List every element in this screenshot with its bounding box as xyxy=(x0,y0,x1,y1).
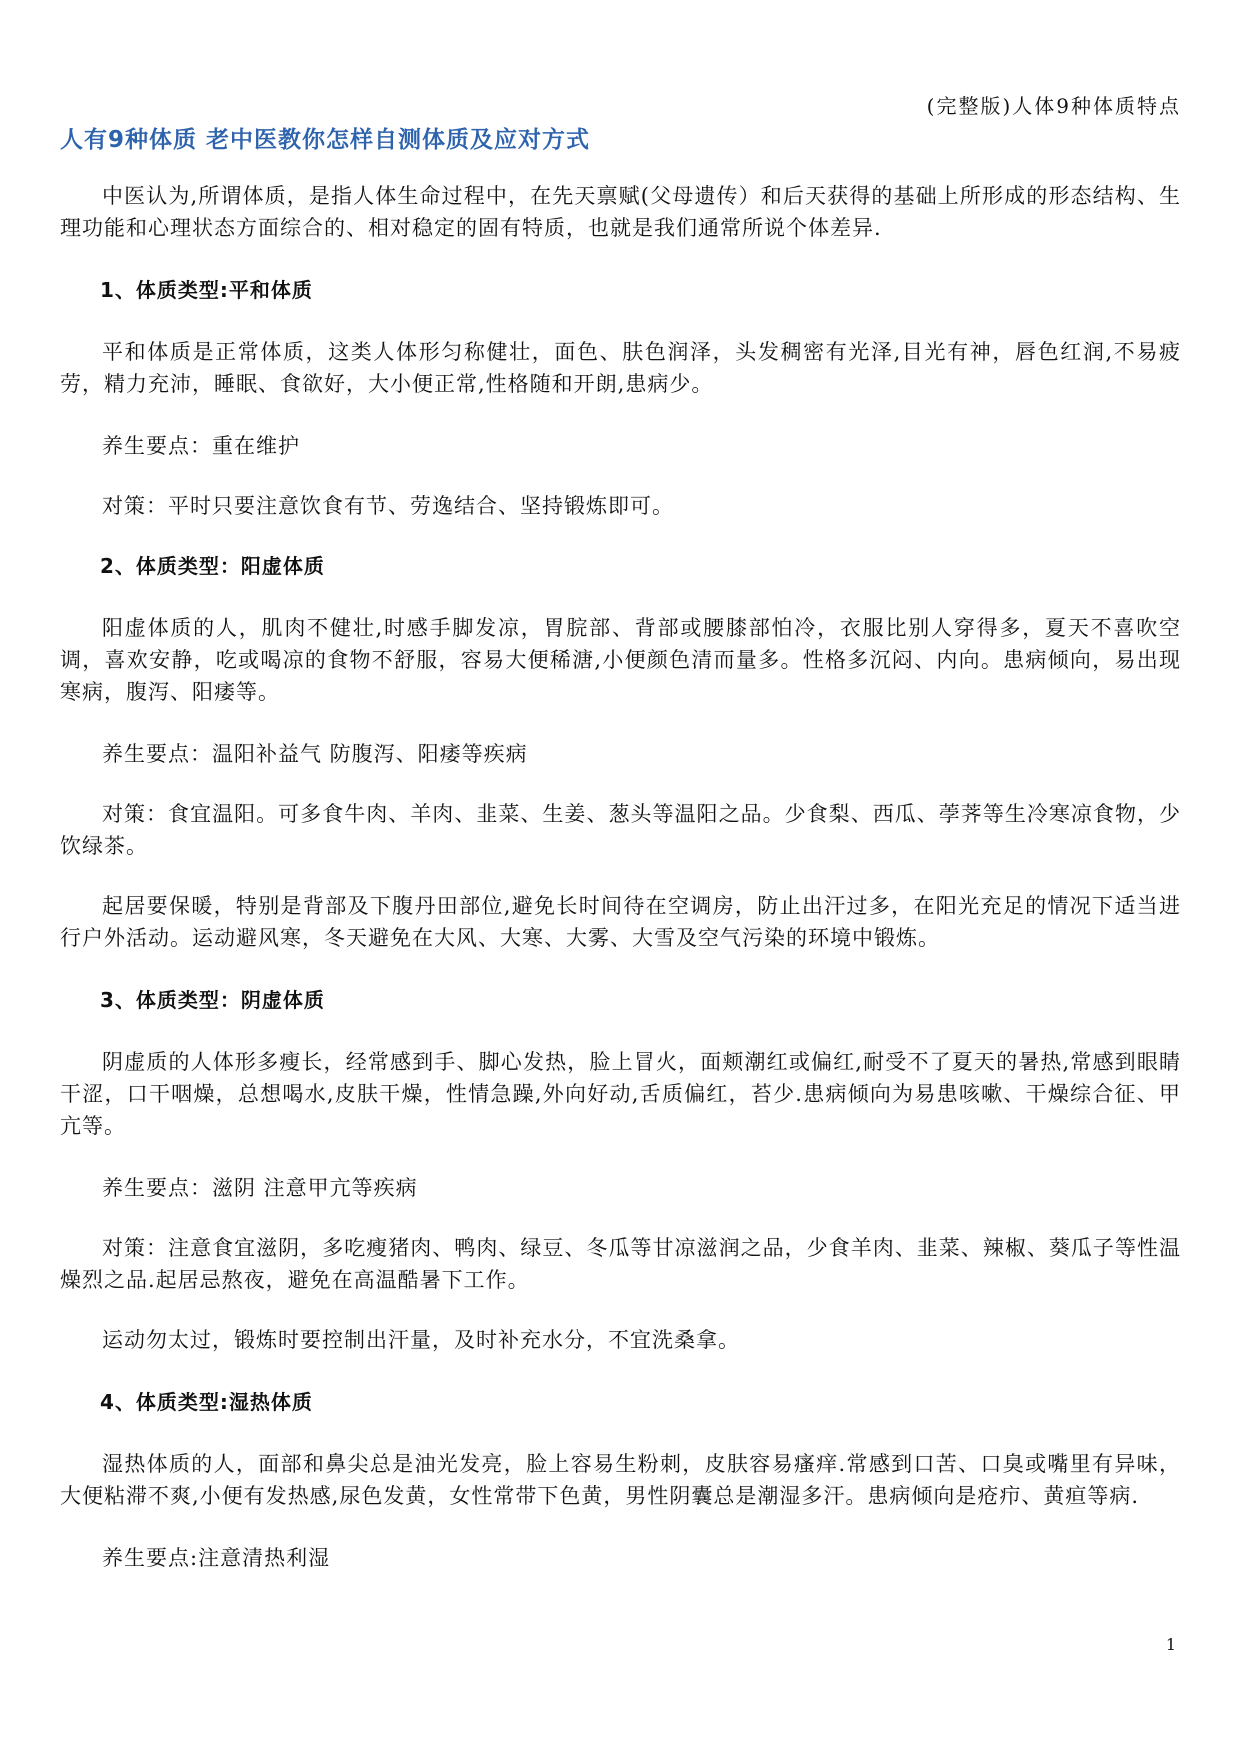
section-4-health-point: 养生要点:注意清热利湿 xyxy=(102,1546,331,1570)
document-title: 人有9种体质 老中医教你怎样自测体质及应对方式 xyxy=(60,127,591,153)
page-number: 1 xyxy=(1165,1635,1176,1654)
section-heading-3: 3、体质类型：阴虚体质 xyxy=(100,988,325,1012)
intro-paragraph: 中医认为,所谓体质，是指人体生命过程中，在先天禀赋(父母遗传）和后天获得的基础上所形成的形态结构、生理功能和心理状态方面综合的、相对稳定的固有特质，也就是我们通常所说个体差异. xyxy=(60,184,1181,240)
section-4-description: 湿热体质的人，面部和鼻尖总是油光发亮，脸上容易生粉刺，皮肤容易瘙痒.常感到口苦、口臭或嘴里有异味，大便粘滞不爽,小便有发热感,尿色发黄，女性常带下色黄，男性阴囊总是潮湿多汗。患病倾向是疮疖、黄疸等病. xyxy=(60,1452,1181,1508)
document-body xyxy=(60,180,1181,1602)
section-3-strategy: 对策：注意食宜滋阴，多吃瘦猪肉、鸭肉、绿豆、冬瓜等甘凉滋润之品，少食羊肉、韭菜、辣椒、葵瓜子等性温燥烈之品.起居忌熬夜，避免在高温酷暑下工作。 xyxy=(60,1236,1181,1292)
section-3-description: 阴虚质的人体形多瘦长，经常感到手、脚心发热，脸上冒火，面颊潮红或偏红,耐受不了夏天的暑热,常感到眼睛干涩，口干咽燥，总想喝水,皮肤干燥，性情急躁,外向好动,舌质偏红，苔少.患病倾向为易患咳嗽、干燥综合征、甲亢等。 xyxy=(60,1050,1181,1138)
section-1-strategy: 对策：平时只要注意饮食有节、劳逸结合、坚持锻炼即可。 xyxy=(102,494,674,518)
section-heading-2: 2、体质类型：阳虚体质 xyxy=(100,554,325,578)
section-1-description: 平和体质是正常体质，这类人体形匀称健壮，面色、肤色润泽，头发稠密有光泽,目光有神，唇色红润,不易疲劳，精力充沛，睡眠、食欲好，大小便正常,性格随和开朗,患病少。 xyxy=(60,340,1181,396)
section-2-health-point: 养生要点：温阳补益气 防腹泻、阳痿等疾病 xyxy=(102,742,528,766)
running-header: (完整版)人体9种体质特点 xyxy=(926,94,1181,118)
section-2-lifestyle: 起居要保暖，特别是背部及下腹丹田部位,避免长时间待在空调房，防止出汗过多，在阳光充足的情况下适当进行户外活动。运动避风寒，冬天避免在大风、大寒、大雾、大雪及空气污染的环境中锻炼。 xyxy=(60,894,1181,950)
section-2-description: 阳虚体质的人，肌肉不健壮,时感手脚发凉，胃脘部、背部或腰膝部怕冷，衣服比别人穿得多，夏天不喜吹空调，喜欢安静，吃或喝凉的食物不舒服，容易大便稀溏,小便颜色清而量多。性格多沉闷、内向。患病倾向，易出现寒病，腹泻、阳痿等。 xyxy=(60,616,1181,704)
section-1-health-point: 养生要点：重在维护 xyxy=(102,434,300,458)
section-3-exercise: 运动勿太过，锻炼时要控制出汗量，及时补充水分，不宜洗桑拿。 xyxy=(102,1328,740,1352)
section-2-strategy: 对策：食宜温阳。可多食牛肉、羊肉、韭菜、生姜、葱头等温阳之品。少食梨、西瓜、荸荠等生冷寒凉食物，少饮绿茶。 xyxy=(60,802,1181,858)
section-heading-1: 1、体质类型:平和体质 xyxy=(100,278,313,302)
section-3-health-point: 养生要点：滋阴 注意甲亢等疾病 xyxy=(102,1176,418,1200)
section-heading-4: 4、体质类型:湿热体质 xyxy=(100,1390,313,1414)
